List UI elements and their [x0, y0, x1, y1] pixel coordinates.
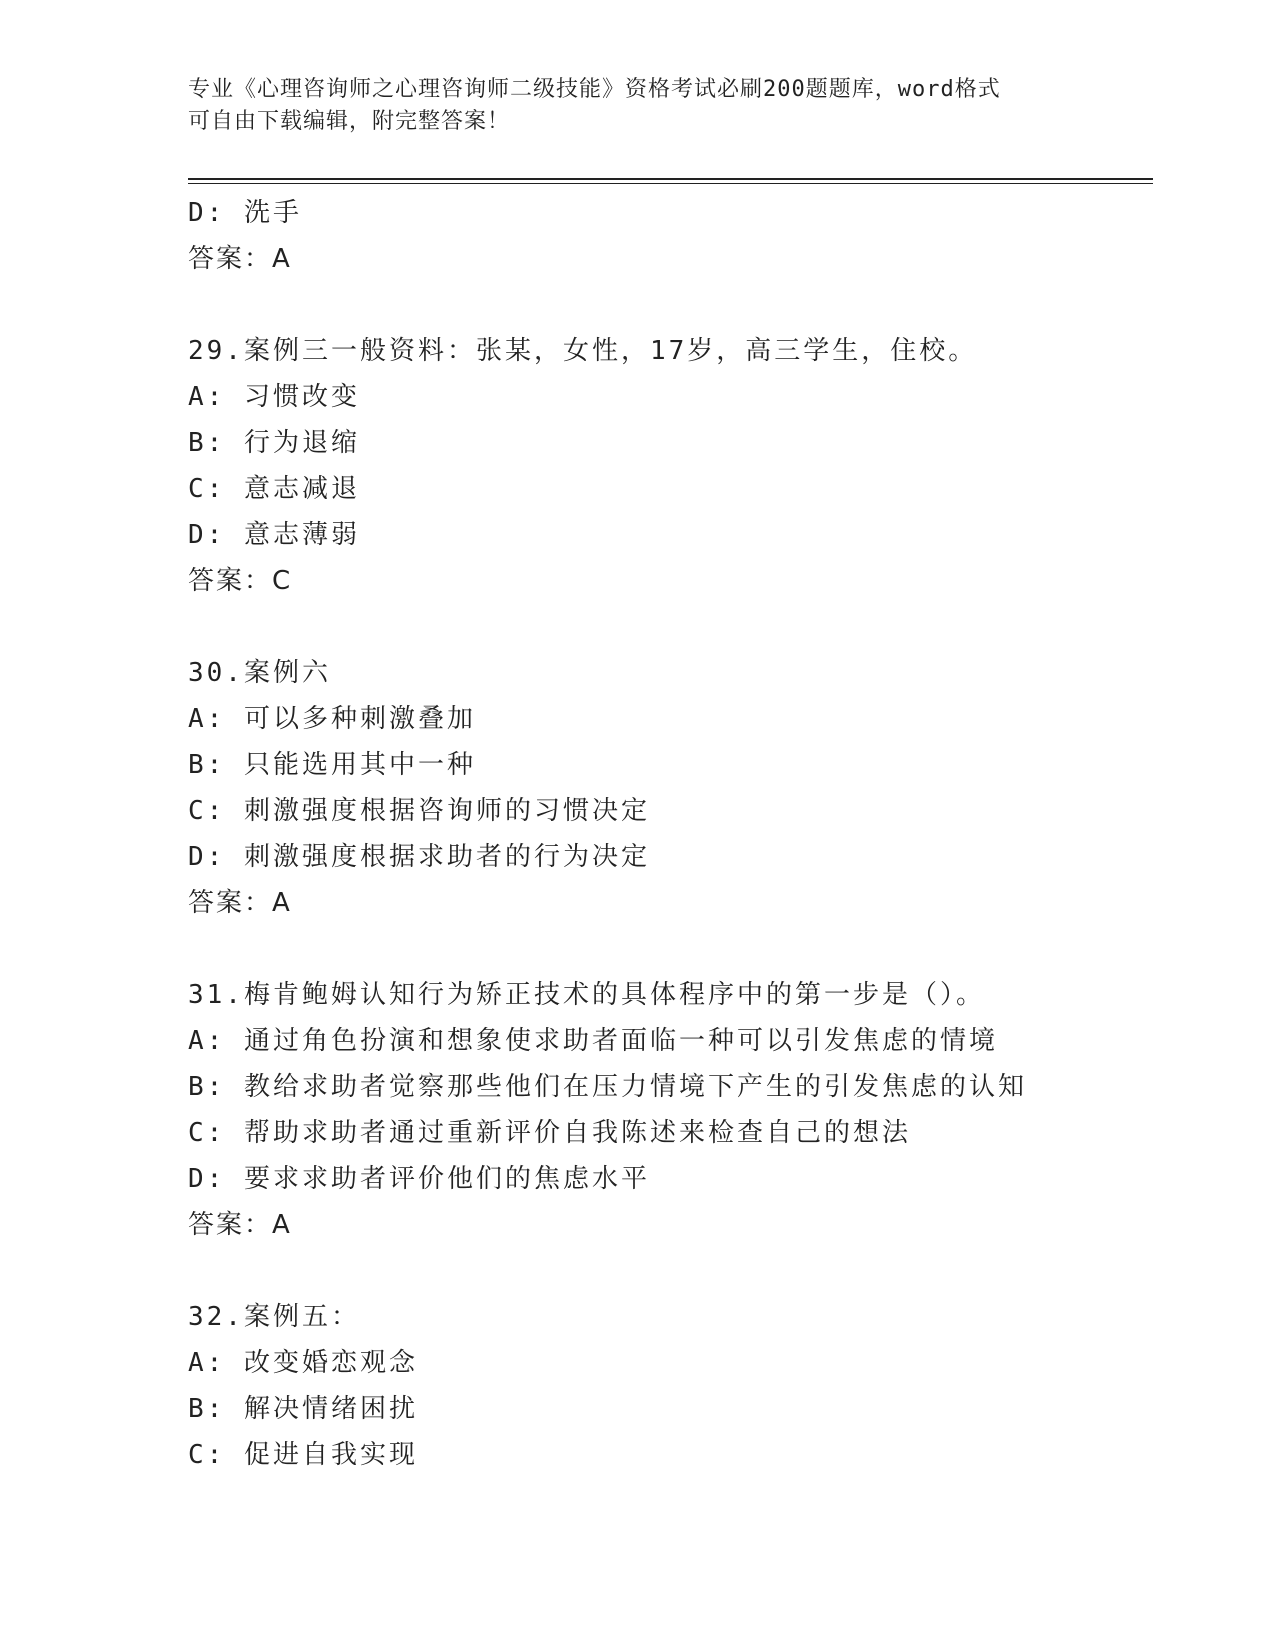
answer-line: 答案：A: [188, 1210, 292, 1240]
option-d: D: 洗手: [188, 198, 302, 228]
question-32: [188, 1294, 1153, 1478]
option-a: A: 改变婚恋观念: [188, 1348, 418, 1378]
option-b: B: 解决情绪困扰: [188, 1394, 418, 1424]
question-stem: 32.案例五：: [188, 1302, 360, 1332]
spacer: [188, 1248, 1153, 1294]
spacer: [188, 604, 1153, 650]
answer-line: 答案：A: [188, 244, 292, 274]
option-c: C: 促进自我实现: [188, 1440, 418, 1470]
question-stem: 29.案例三一般资料：张某，女性，17岁，高三学生，住校。: [188, 336, 978, 366]
question-30: [188, 650, 1153, 926]
option-c: C: 意志减退: [188, 474, 360, 504]
header-line-1: 专业《心理咨询师之心理咨询师二级技能》资格考试必刷200题题库，word格式: [188, 77, 1001, 102]
answer-line: 答案：A: [188, 888, 292, 918]
option-b: B: 行为退缩: [188, 428, 360, 458]
option-a: A: 可以多种刺激叠加: [188, 704, 476, 734]
header-divider-thick: [188, 178, 1153, 180]
option-b: B: 教给求助者觉察那些他们在压力情境下产生的引发焦虑的认知: [188, 1072, 1027, 1102]
question-stem: 31.梅肯鲍姆认知行为矫正技术的具体程序中的第一步是（）。: [188, 980, 985, 1010]
option-c: C: 刺激强度根据咨询师的习惯决定: [188, 796, 650, 826]
option-a: A: 习惯改变: [188, 382, 360, 412]
question-stem: 30.案例六: [188, 658, 331, 688]
header-divider-thin: [188, 183, 1153, 184]
answer-line: 答案：C: [188, 566, 293, 596]
spacer: [188, 282, 1153, 328]
document-body: [188, 190, 1153, 1478]
question-fragment: [188, 190, 1153, 282]
option-d: D: 要求求助者评价他们的焦虑水平: [188, 1164, 650, 1194]
document-header: [188, 74, 1088, 138]
spacer: [188, 926, 1153, 972]
option-d: D: 意志薄弱: [188, 520, 360, 550]
question-31: [188, 972, 1153, 1248]
option-d: D: 刺激强度根据求助者的行为决定: [188, 842, 650, 872]
option-a: A: 通过角色扮演和想象使求助者面临一种可以引发焦虑的情境: [188, 1026, 998, 1056]
header-line-2: 可自由下载编辑，附完整答案！: [188, 109, 511, 134]
option-c: C: 帮助求助者通过重新评价自我陈述来检查自己的想法: [188, 1118, 911, 1148]
option-b: B: 只能选用其中一种: [188, 750, 476, 780]
question-29: [188, 328, 1153, 604]
